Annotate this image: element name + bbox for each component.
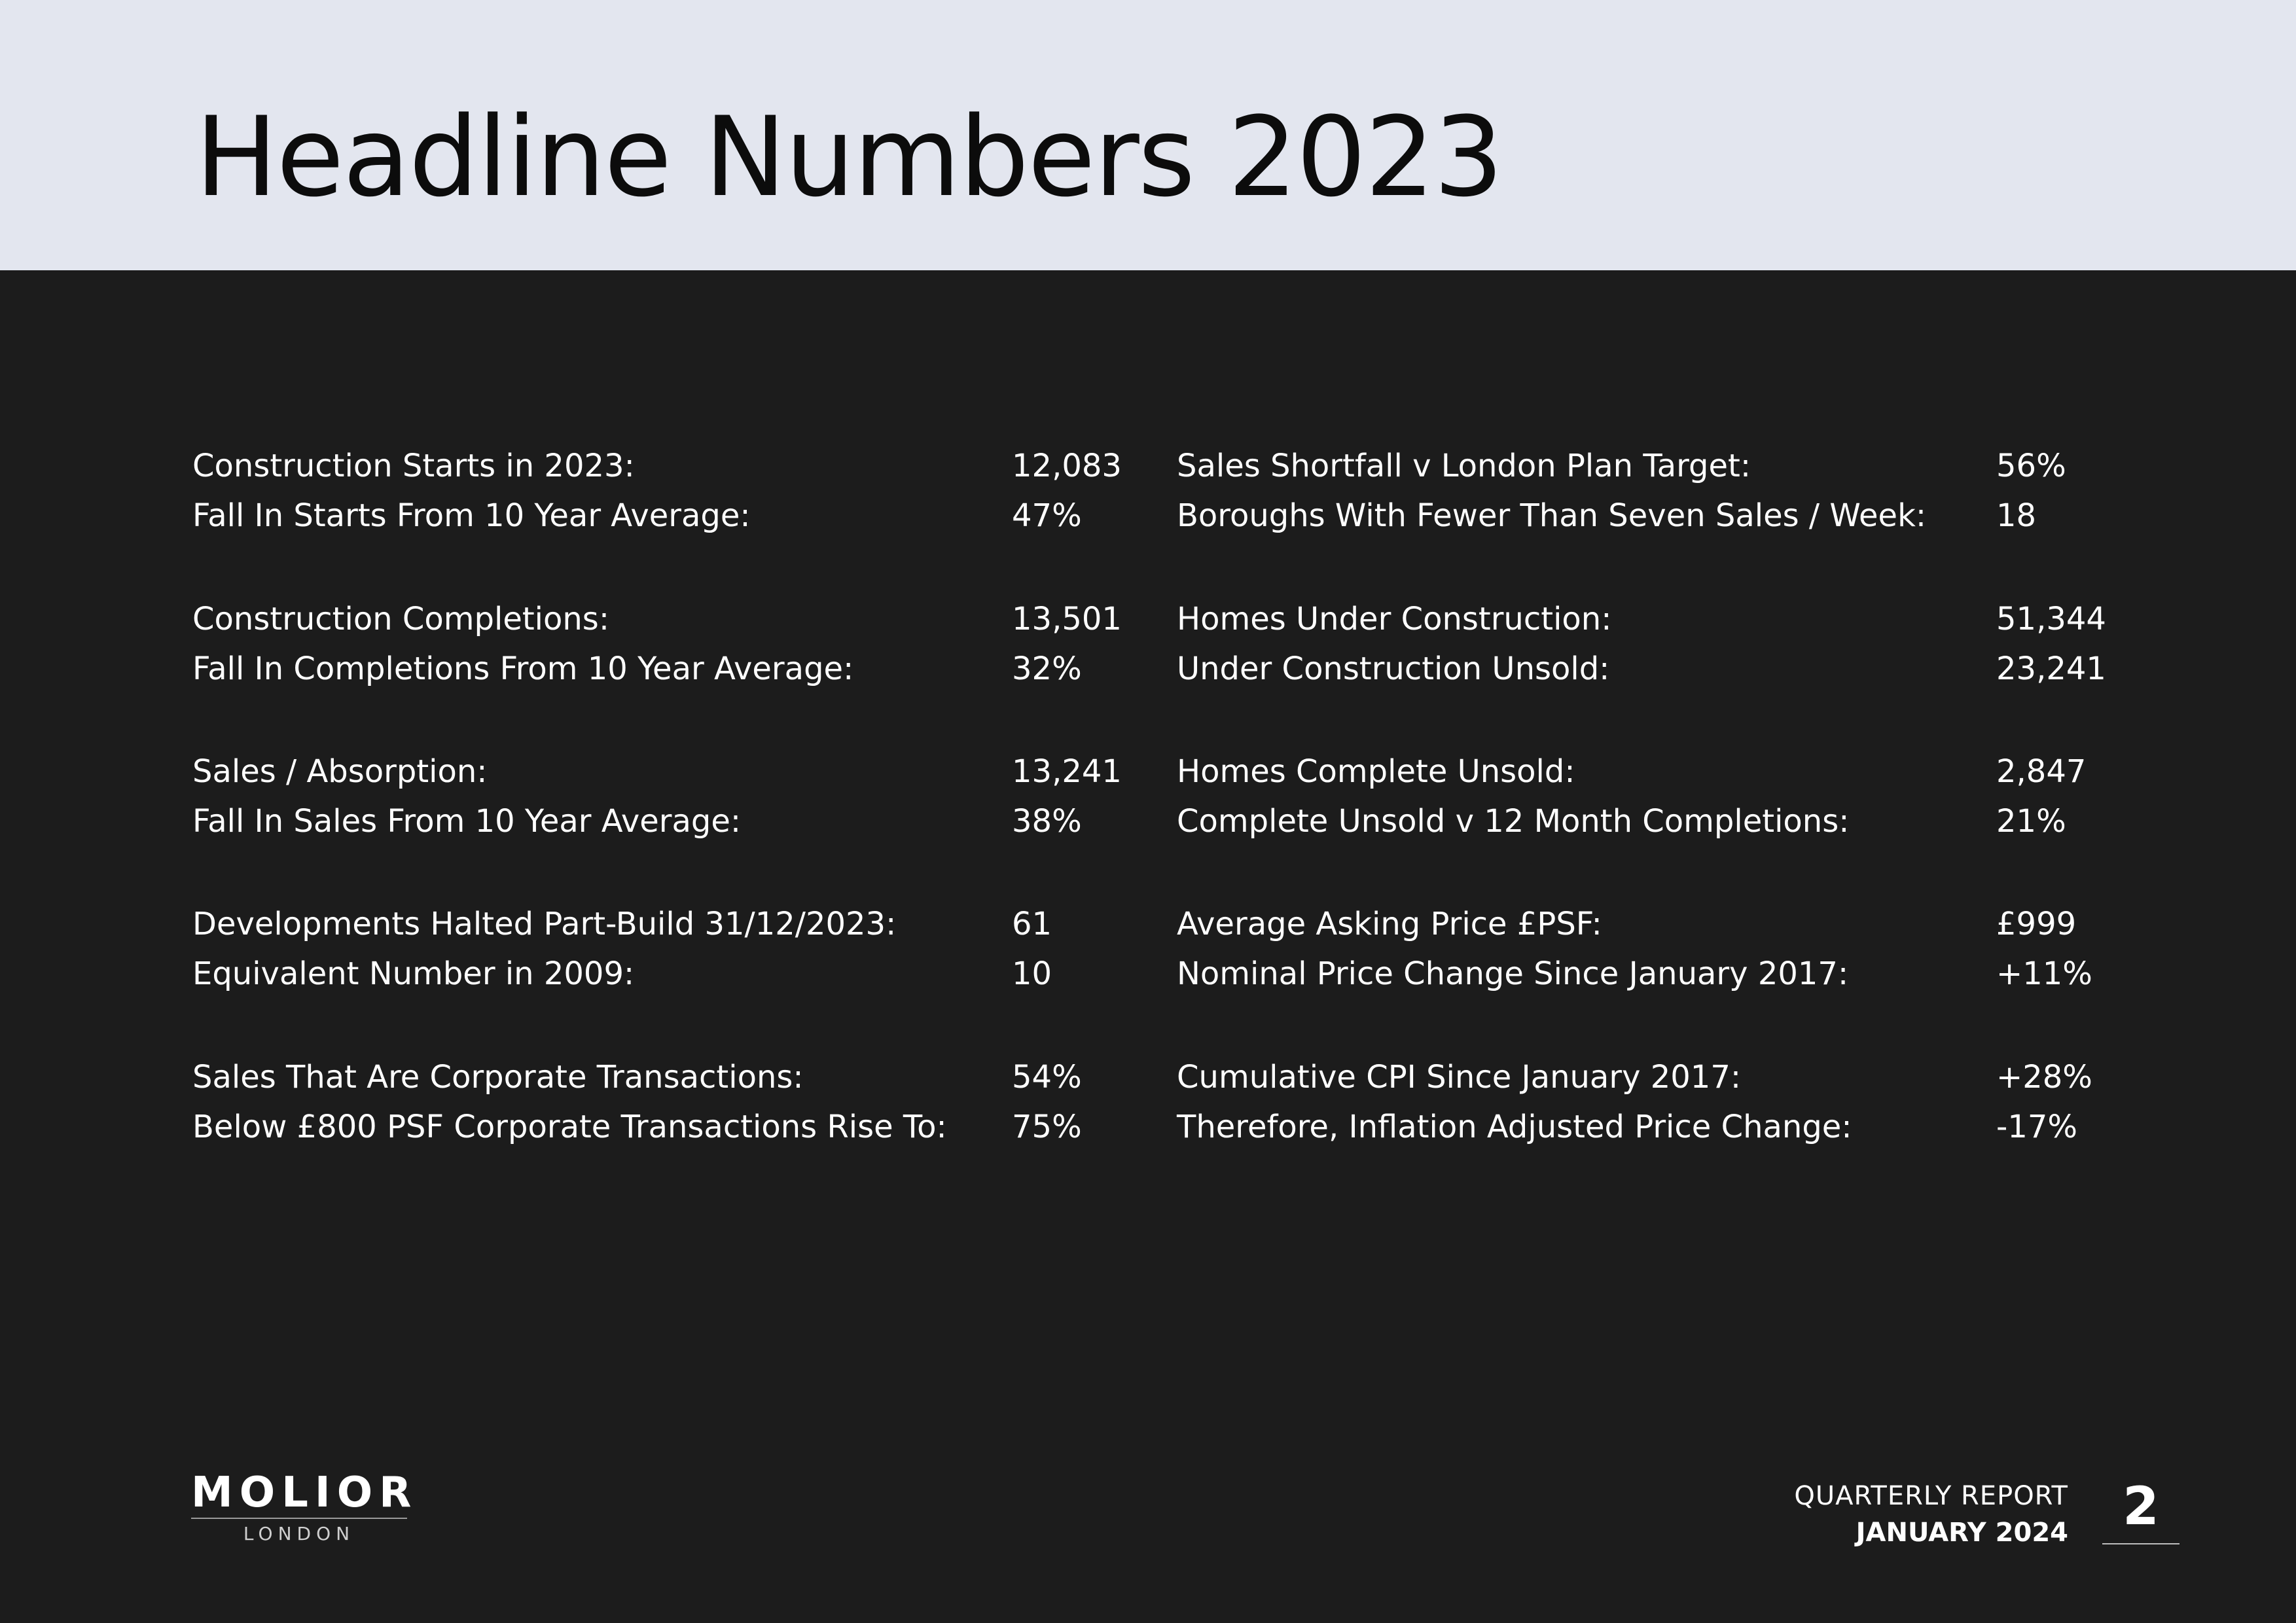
stat-row [1177, 796, 2119, 846]
stat-row [192, 644, 1122, 694]
stat-row [1177, 644, 2119, 694]
stat-value: 47% [1012, 497, 1082, 534]
stat-row [192, 1102, 1122, 1152]
stat-label: Fall In Completions From 10 Year Average: [192, 651, 854, 687]
stat-value: 18 [1996, 497, 2037, 534]
stat-row [1177, 899, 2119, 949]
stat-value: 13,241 [1012, 753, 1122, 790]
stat-value: 56% [1996, 448, 2066, 484]
stat-row [192, 594, 1122, 644]
stat-row [1177, 949, 2119, 999]
stat-row [192, 491, 1122, 541]
stat-label: Homes Complete Unsold: [1177, 753, 1575, 790]
stat-label: Fall In Sales From 10 Year Average: [192, 803, 742, 840]
logo-divider [191, 1518, 407, 1519]
stat-label: Under Construction Unsold: [1177, 651, 1610, 687]
stat-label: Nominal Price Change Since January 2017: [1177, 955, 1849, 992]
stat-label: Complete Unsold v 12 Month Completions: [1177, 803, 1850, 840]
stat-value: 21% [1996, 803, 2066, 840]
report-date: JANUARY 2024 [1856, 1518, 2068, 1548]
report-label: QUARTERLY REPORT [1794, 1481, 2068, 1511]
stat-label: Equivalent Number in 2009: [192, 955, 635, 992]
stat-row [192, 949, 1122, 999]
stat-value: +11% [1996, 955, 2092, 992]
stat-label: Average Asking Price £PSF: [1177, 906, 1602, 942]
stat-value: 38% [1012, 803, 1082, 840]
stat-value: 23,241 [1996, 651, 2106, 687]
molior-logo [191, 1469, 418, 1545]
report-info [1794, 1478, 2068, 1551]
stat-value: £999 [1996, 906, 2077, 942]
stat-value: -17% [1996, 1109, 2078, 1145]
stat-row [1177, 1102, 2119, 1152]
stat-value: 54% [1012, 1059, 1082, 1096]
stat-value: 12,083 [1012, 448, 1122, 484]
stat-label: Construction Starts in 2023: [192, 448, 635, 484]
stat-label: Boroughs With Fewer Than Seven Sales / Week: [1177, 497, 1927, 534]
logo-name: MOLIOR [191, 1469, 418, 1517]
stat-label: Developments Halted Part-Build 31/12/2023: [192, 906, 897, 942]
stat-value: 61 [1012, 906, 1052, 942]
stat-label: Construction Completions: [192, 601, 609, 637]
page-number: 2 [2123, 1476, 2159, 1537]
stat-row [1177, 491, 2119, 541]
header-band [0, 0, 2296, 270]
stat-value: +28% [1996, 1059, 2092, 1096]
stat-label: Cumulative CPI Since January 2017: [1177, 1059, 1742, 1096]
stat-value: 13,501 [1012, 601, 1122, 637]
stat-row [192, 441, 1122, 491]
stat-value: 10 [1012, 955, 1052, 992]
stat-row [192, 796, 1122, 846]
page-number-underline [2102, 1543, 2179, 1544]
stat-label: Sales / Absorption: [192, 753, 488, 790]
stat-row [1177, 594, 2119, 644]
stat-label: Below £800 PSF Corporate Transactions Rise To: [192, 1109, 947, 1145]
stat-label: Sales That Are Corporate Transactions: [192, 1059, 804, 1096]
stat-row [192, 899, 1122, 949]
stat-label: Therefore, Inflation Adjusted Price Change: [1177, 1109, 1852, 1145]
stat-value: 51,344 [1996, 601, 2106, 637]
stat-row [1177, 747, 2119, 796]
stat-value: 2,847 [1996, 753, 2087, 790]
stat-label: Sales Shortfall v London Plan Target: [1177, 448, 1751, 484]
page-title: Headline Numbers 2023 [195, 93, 1503, 221]
stat-row [192, 747, 1122, 796]
stat-value: 75% [1012, 1109, 1082, 1145]
stat-row [192, 1052, 1122, 1102]
logo-subtitle: LONDON [243, 1523, 355, 1544]
stat-row [1177, 441, 2119, 491]
stat-label: Homes Under Construction: [1177, 601, 1612, 637]
stat-value: 32% [1012, 651, 1082, 687]
stat-row [1177, 1052, 2119, 1102]
stat-label: Fall In Starts From 10 Year Average: [192, 497, 751, 534]
